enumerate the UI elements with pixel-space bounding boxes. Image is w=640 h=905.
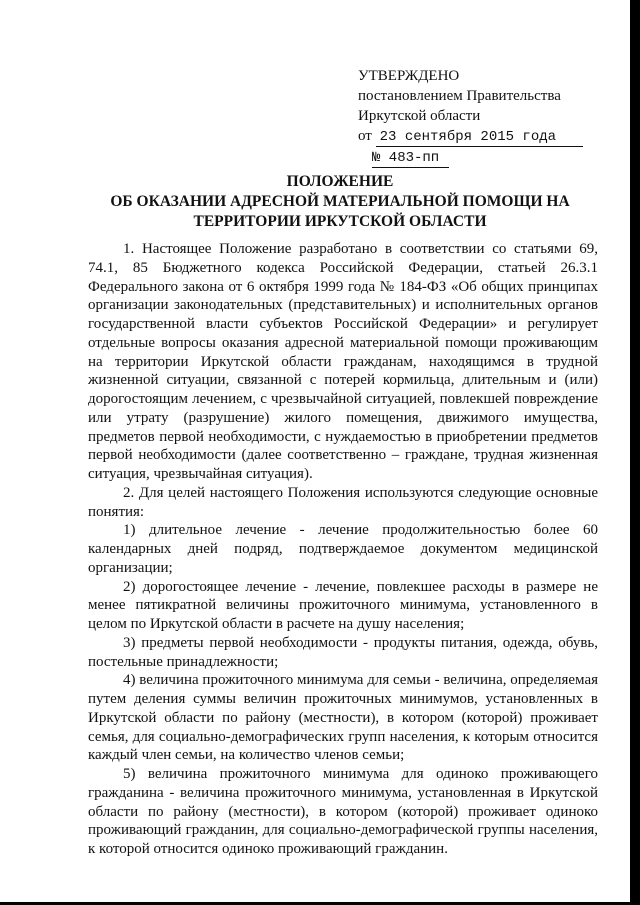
scan-border-right — [630, 0, 640, 905]
definition-4: 4) величина прожиточного минимума для семьи - величина, определяемая путем деления суммы величин прожиточных минимумов, установленных в Иркутской области по району (местности), в котором (которой) проживает семья, для социально-демографических групп населения, к которым относится каждый член семьи, на количество членов семьи; — [88, 672, 599, 764]
paragraph-2: 2. Для целей настоящего Положения используются следующие основные понятия: — [88, 484, 598, 520]
approval-number-row — [358, 147, 583, 168]
definition-3: 3) предметы первой необходимости - продукты питания, одежда, обувь, постельные принадлежности; — [88, 634, 598, 670]
approval-line-region: Иркутской области — [358, 108, 481, 124]
document-body — [88, 240, 598, 859]
approval-number: № 483-пп — [372, 150, 449, 168]
document-title — [90, 172, 590, 232]
approval-line-resolution: постановлением Правительства — [358, 88, 561, 104]
title-line-3: ТЕРРИТОРИИ ИРКУТСКОЙ ОБЛАСТИ — [193, 213, 487, 230]
title-line-2: ОБ ОКАЗАНИИ АДРЕСНОЙ МАТЕРИАЛЬНОЙ ПОМОЩИ НА — [110, 193, 570, 210]
approval-date: 23 сентября 2015 года — [376, 128, 583, 147]
definition-2: 2) дорогостоящее лечение - лечение, повлекшее расходы в размере не менее пятикратной величины прожиточного минимума, установленного в целом по Иркутской области в расчете на душу населения; — [88, 578, 598, 632]
definition-5: 5) величина прожиточного минимума для одиноко проживающего гражданина - величина прожиточного минимума, установленная в Иркутской области по району (местности), в котором (которой) проживает одиноко проживающий гражданин, для социально-демографической группы населения, к которой относится одиноко проживающий гражданин. — [88, 766, 598, 857]
approval-date-row — [358, 126, 583, 147]
approval-stamp — [358, 66, 583, 168]
title-line-1: ПОЛОЖЕНИЕ — [286, 173, 394, 190]
approval-heading: УТВЕРЖДЕНО — [358, 68, 460, 84]
paragraph-1: 1. Настоящее Положение разработано в соответствии со статьями 69, 74.1, 85 Бюджетного кодекса Российской Федерации, статьей 26.3.1 Федерального закона от 6 октября 1999 года № 184-ФЗ «Об общих принципах организации законодательных (представительных) и исполнительных органов государственной власти субъектов Российской Федерации» и регулирует отдельные вопросы оказания адресной материальной помощи проживающим на территории Иркутской области гражданам, находящимся в трудной жизненной ситуации, связанной с потерей кормильца, длительным и (или) дорогостоящим лечением, с чрезвычайной ситуацией, повлекшей повреждение или утрату (разрушение) жилого помещения, движимого имущества, предметов первой необходимости, с нуждаемостью в приобретении предметов первой необходимости (далее соответственно – граждане, трудная жизненная ситуация, чрезвычайная ситуация). — [88, 241, 598, 482]
definition-1: 1) длительное лечение - лечение продолжительностью более 60 календарных дней подряд, подтверждаемое документом медицинской организации; — [88, 522, 598, 576]
approval-date-prefix: от — [358, 128, 372, 144]
